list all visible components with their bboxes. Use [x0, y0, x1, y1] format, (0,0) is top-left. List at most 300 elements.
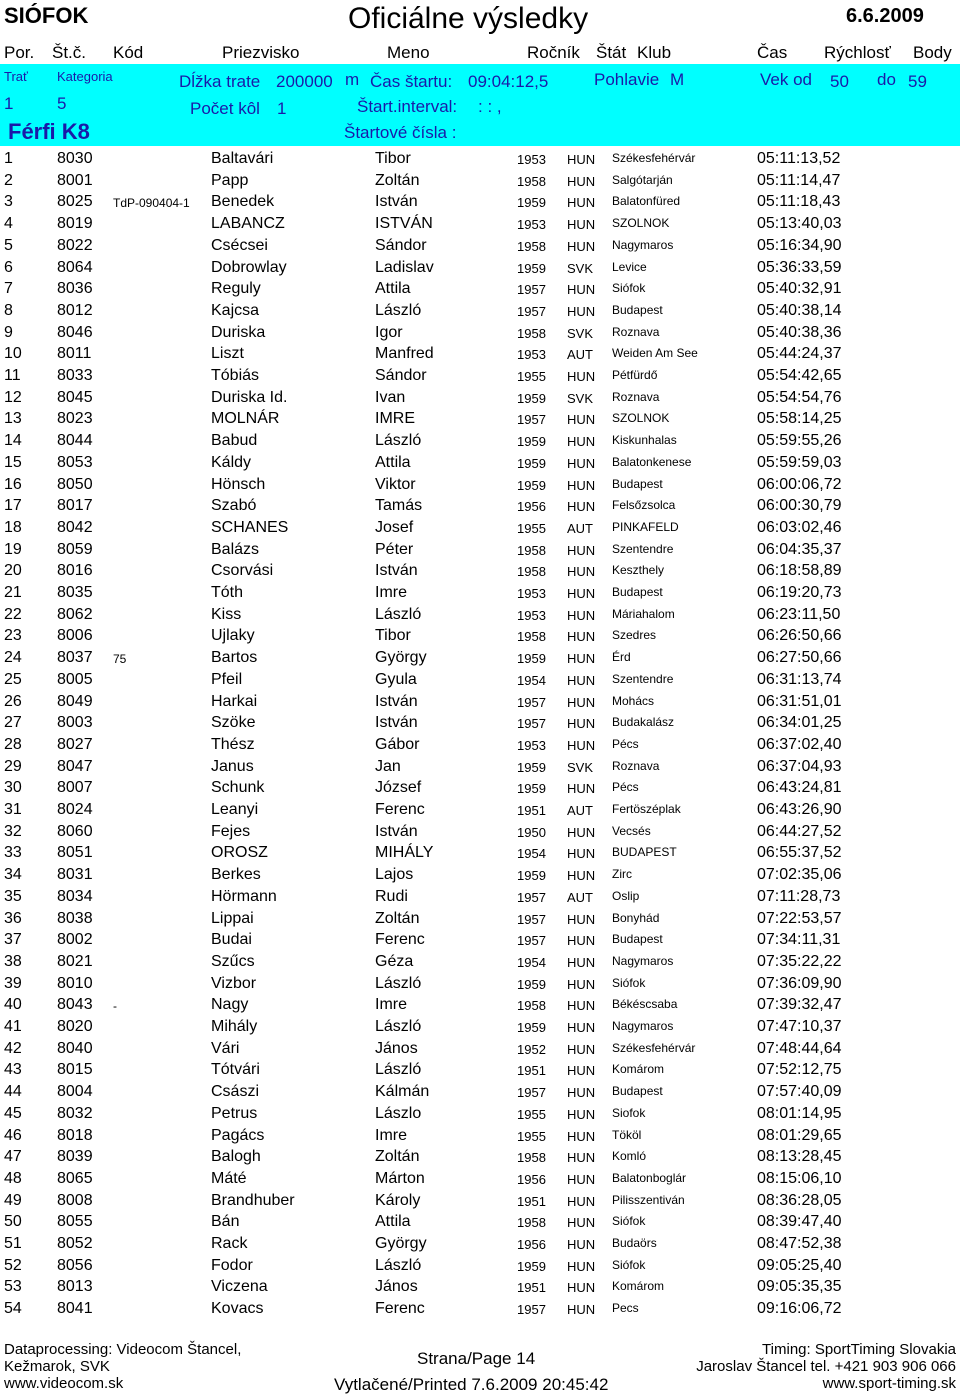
- cell-club: Oslip: [612, 888, 640, 903]
- footer-videocom-link[interactable]: www.videocom.sk: [4, 1375, 124, 1392]
- table-row: [0, 1083, 960, 1104]
- cell-start-number: 8049: [57, 692, 93, 710]
- cell-time: 06:23:11,50: [757, 605, 841, 623]
- cell-year: 1957: [517, 911, 546, 927]
- cell-time: 05:36:33,59: [757, 258, 842, 276]
- cell-surname: Duriska: [211, 323, 266, 341]
- cell-year: 1959: [517, 195, 546, 211]
- category-name: Férfi K8: [8, 119, 90, 144]
- cell-first-name: Jan: [375, 757, 401, 775]
- cell-surname: Duriska Id.: [211, 388, 288, 406]
- cell-por: 18: [4, 518, 22, 536]
- cell-club: Nagymaros: [612, 1019, 674, 1033]
- cell-time: 07:57:40,09: [757, 1083, 842, 1101]
- table-row: [0, 736, 960, 757]
- col-klub: Klub: [637, 43, 672, 62]
- cell-country: HUN: [567, 1193, 596, 1209]
- cell-year: 1957: [517, 889, 546, 905]
- cell-year: 1956: [517, 1171, 546, 1187]
- cell-year: 1959: [517, 781, 546, 797]
- cell-por: 22: [4, 605, 22, 623]
- col-body: Body: [913, 43, 952, 62]
- cell-por: 23: [4, 627, 22, 645]
- cell-first-name: Tibor: [375, 627, 411, 645]
- cell-club: Pétfürdő: [612, 368, 658, 382]
- cell-year: 1953: [517, 347, 546, 363]
- cell-country: SVK: [567, 759, 594, 775]
- cell-year: 1951: [517, 803, 546, 818]
- cell-por: 21: [4, 584, 22, 601]
- cell-country: HUN: [567, 1085, 596, 1101]
- cell-country: HUN: [567, 1106, 596, 1122]
- cell-start-number: 8020: [57, 1018, 93, 1035]
- cell-time: 08:36:28,05: [757, 1191, 842, 1209]
- cell-time: 07:11:28,73: [757, 887, 841, 905]
- cell-time: 08:47:52,38: [757, 1235, 842, 1252]
- cell-time: 06:04:35,37: [757, 540, 842, 558]
- cell-first-name: Lajos: [375, 866, 414, 884]
- cell-time: 05:13:40,03: [757, 215, 842, 233]
- cell-year: 1959: [517, 260, 546, 276]
- cell-club: Máriahalom: [612, 606, 675, 621]
- cell-surname: Lippai: [211, 909, 254, 927]
- table-row: [0, 389, 960, 410]
- cell-por: 19: [4, 540, 22, 558]
- table-row: [0, 259, 960, 280]
- cell-time: 07:02:35,06: [757, 866, 842, 884]
- table-row: [0, 237, 960, 258]
- trat-value: 1: [4, 94, 14, 113]
- col-rychlost: Rýchlosť: [824, 43, 891, 62]
- table-row: [0, 1257, 960, 1278]
- cell-time: 07:34:11,31: [757, 931, 841, 949]
- cell-club: Békéscsaba: [612, 997, 678, 1012]
- cell-first-name: Attila: [375, 280, 411, 298]
- cell-first-name: Gábor: [375, 735, 420, 753]
- cell-first-name: Rudi: [375, 887, 408, 905]
- cell-time: 05:40:38,14: [757, 301, 842, 319]
- cell-club: Budapest: [612, 302, 663, 317]
- cell-surname: LABANCZ: [211, 215, 285, 233]
- cell-country: AUT: [567, 803, 593, 818]
- cell-por: 54: [4, 1300, 22, 1318]
- cell-country: HUN: [567, 868, 596, 884]
- cell-year: 1957: [517, 1302, 546, 1318]
- cell-surname: Hönsch: [211, 475, 266, 493]
- cell-por: 24: [4, 649, 22, 667]
- vek-od-value: 50: [830, 72, 849, 91]
- cell-first-name: Tibor: [375, 150, 411, 167]
- cell-time: 05:40:32,91: [757, 280, 842, 298]
- cell-year: 1957: [517, 933, 546, 949]
- cell-first-name: Attila: [375, 453, 411, 471]
- cell-first-name: Ferenc: [375, 1300, 425, 1318]
- cell-por: 46: [4, 1126, 22, 1144]
- cell-time: 06:43:24,81: [757, 779, 842, 797]
- cell-por: 42: [4, 1039, 22, 1057]
- cell-country: HUN: [567, 846, 596, 862]
- cell-first-name: István: [375, 714, 418, 732]
- cell-club: Bonyhád: [612, 910, 660, 925]
- cell-surname: Brandhuber: [211, 1191, 295, 1209]
- cell-year: 1958: [517, 998, 546, 1014]
- cell-first-name: Ferenc: [375, 931, 425, 949]
- cell-first-name: MIHÁLY: [375, 844, 434, 862]
- cell-club: Roznava: [612, 758, 660, 773]
- cell-year: 1957: [517, 412, 546, 428]
- cell-first-name: Ivan: [375, 388, 406, 406]
- table-row: [0, 302, 960, 323]
- cell-country: HUN: [567, 1128, 596, 1144]
- cell-por: 44: [4, 1083, 22, 1101]
- cell-por: 51: [4, 1235, 22, 1252]
- cell-country: HUN: [567, 542, 596, 558]
- cell-time: 08:15:06,10: [757, 1169, 842, 1187]
- cell-por: 6: [4, 258, 13, 276]
- cell-first-name: Attila: [375, 1213, 411, 1231]
- cell-first-name: Josef: [375, 518, 414, 536]
- cell-country: HUN: [567, 629, 596, 645]
- cell-club: Tököl: [612, 1127, 642, 1142]
- cell-first-name: Tamás: [375, 497, 423, 515]
- cell-start-number: 8025: [57, 193, 93, 211]
- cell-first-name: István: [375, 193, 418, 211]
- cell-por: 12: [4, 388, 22, 406]
- cell-country: HUN: [567, 781, 596, 797]
- cell-club: Weiden Am See: [612, 346, 698, 361]
- cell-start-number: 8060: [57, 822, 93, 840]
- cell-time: 06:37:04,93: [757, 757, 842, 775]
- cell-country: HUN: [567, 477, 596, 493]
- cell-por: 10: [4, 345, 22, 363]
- cell-country: HUN: [567, 976, 596, 992]
- cell-start-number: 8027: [57, 735, 93, 753]
- cell-club: Siófok: [612, 1257, 646, 1272]
- cell-surname: Csorvási: [211, 562, 274, 580]
- cell-first-name: Imre: [375, 996, 407, 1014]
- cell-first-name: Zoltán: [375, 171, 420, 189]
- pocet-kol-value: 1: [277, 99, 287, 118]
- cell-por: 43: [4, 1061, 22, 1079]
- cell-por: 40: [4, 996, 22, 1014]
- cell-surname: Hörmann: [211, 887, 277, 905]
- cell-country: HUN: [567, 564, 596, 580]
- cell-country: HUN: [567, 1150, 596, 1166]
- table-row: [0, 953, 960, 974]
- cell-year: 1959: [517, 455, 546, 471]
- table-row: [0, 150, 960, 171]
- cell-code: -: [113, 999, 117, 1014]
- footer-sporttiming-link[interactable]: www.sport-timing.sk: [822, 1375, 956, 1392]
- table-row: [0, 975, 960, 996]
- table-row: [0, 910, 960, 931]
- cell-por: 48: [4, 1169, 22, 1187]
- cell-country: HUN: [567, 434, 596, 450]
- cell-club: Szentendre: [612, 671, 674, 686]
- cell-year: 1957: [517, 1085, 546, 1101]
- cell-club: Siófok: [612, 281, 646, 296]
- cell-start-number: 8047: [57, 757, 93, 775]
- cell-surname: Tóth: [211, 584, 244, 601]
- cell-por: 25: [4, 670, 22, 688]
- trat-label: Trať: [4, 69, 28, 84]
- cell-country: HUN: [567, 455, 596, 471]
- cell-time: 05:54:42,65: [757, 367, 842, 384]
- cell-club: Levice: [612, 259, 647, 274]
- cell-surname: MOLNÁR: [211, 410, 280, 428]
- cell-por: 7: [4, 280, 13, 298]
- dlzka-value: 200000: [276, 72, 333, 91]
- table-row: [0, 562, 960, 583]
- cell-start-number: 8006: [57, 627, 93, 645]
- cell-country: HUN: [567, 195, 596, 211]
- cell-first-name: László: [375, 1061, 422, 1079]
- cell-first-name: István: [375, 692, 418, 710]
- cell-por: 4: [4, 215, 13, 233]
- table-row: [0, 367, 960, 388]
- cell-surname: Viczena: [211, 1278, 268, 1296]
- cell-club: Komárom: [612, 1062, 665, 1077]
- cell-club: Pilisszentiván: [612, 1192, 685, 1207]
- cell-surname: Balogh: [211, 1148, 261, 1166]
- cell-time: 07:47:10,37: [757, 1018, 842, 1035]
- cell-country: HUN: [567, 282, 596, 298]
- cell-start-number: 8041: [57, 1300, 93, 1318]
- cell-club: SZOLNOK: [612, 411, 670, 426]
- col-cas: Čas: [757, 43, 788, 62]
- cell-time: 06:43:26,90: [757, 801, 842, 818]
- cell-club: PINKAFELD: [612, 519, 679, 534]
- cell-start-number: 8050: [57, 475, 93, 493]
- cell-surname: OROSZ: [211, 844, 268, 862]
- cell-surname: Budai: [211, 931, 252, 949]
- cell-club: Vecsés: [612, 823, 651, 838]
- cell-year: 1954: [517, 846, 546, 862]
- cell-start-number: 8046: [57, 323, 93, 341]
- cell-year: 1958: [517, 238, 546, 254]
- cell-surname: Balázs: [211, 540, 260, 558]
- cell-time: 06:19:20,73: [757, 584, 842, 601]
- cell-surname: Császi: [211, 1083, 260, 1101]
- cell-por: 32: [4, 822, 22, 840]
- cell-por: 13: [4, 410, 22, 428]
- table-row: [0, 1235, 960, 1256]
- cell-year: 1951: [517, 1193, 546, 1209]
- cell-time: 08:01:14,95: [757, 1104, 842, 1122]
- cell-surname: Máté: [211, 1169, 247, 1187]
- cell-year: 1958: [517, 542, 546, 558]
- cell-start-number: 8001: [57, 171, 93, 189]
- cell-por: 39: [4, 974, 22, 992]
- cell-por: 37: [4, 931, 22, 949]
- cell-start-number: 8022: [57, 236, 93, 254]
- cell-surname: Baltavári: [211, 150, 274, 167]
- cell-club: Siófok: [612, 975, 646, 990]
- table-row: [0, 627, 960, 648]
- cell-country: HUN: [567, 217, 596, 233]
- kategoria-label: Kategoria: [57, 69, 113, 84]
- cell-year: 1953: [517, 737, 546, 753]
- table-row: [0, 541, 960, 562]
- table-row: [0, 410, 960, 431]
- cell-surname: Kajcsa: [211, 301, 260, 319]
- cell-country: HUN: [567, 998, 596, 1014]
- cell-year: 1958: [517, 173, 546, 189]
- cell-country: SVK: [567, 260, 594, 276]
- cell-country: HUN: [567, 369, 596, 384]
- cell-start-number: 8037: [57, 649, 93, 667]
- cell-year: 1958: [517, 1215, 546, 1231]
- cell-year: 1959: [517, 1020, 546, 1035]
- col-priezvisko: Priezvisko: [222, 43, 300, 62]
- cell-start-number: 8036: [57, 280, 93, 298]
- cell-year: 1951: [517, 1063, 546, 1079]
- table-row: [0, 1148, 960, 1169]
- cell-por: 16: [4, 475, 22, 493]
- cell-country: HUN: [567, 651, 596, 667]
- table-row: [0, 866, 960, 887]
- cell-por: 28: [4, 735, 22, 753]
- cell-time: 07:52:12,75: [757, 1061, 842, 1079]
- table-row: [0, 996, 960, 1017]
- table-row: [0, 1127, 960, 1148]
- cell-first-name: János: [375, 1278, 418, 1296]
- cell-country: HUN: [567, 716, 596, 732]
- footer-dataprocessing-location: Kežmarok, SVK: [4, 1358, 110, 1375]
- cell-start-number: 8015: [57, 1061, 93, 1079]
- cell-club: Keszthely: [612, 563, 665, 578]
- cell-club: Érd: [612, 650, 631, 665]
- cell-year: 1959: [517, 1258, 546, 1274]
- cell-first-name: Zoltán: [375, 1148, 420, 1166]
- cell-surname: Schunk: [211, 779, 265, 797]
- cell-club: Fertöszéplak: [612, 802, 681, 816]
- cell-start-number: 8051: [57, 844, 93, 862]
- cell-time: 09:05:35,35: [757, 1278, 842, 1296]
- footer-printed: Vytlačené/Printed 7.6.2009 20:45:42: [334, 1375, 609, 1394]
- cell-year: 1959: [517, 976, 546, 992]
- cell-country: HUN: [567, 933, 596, 949]
- cell-start-number: 8017: [57, 497, 93, 515]
- cell-start-number: 8052: [57, 1235, 93, 1252]
- cell-first-name: Ferenc: [375, 801, 425, 818]
- cell-por: 41: [4, 1018, 22, 1035]
- cell-club: Budaörs: [612, 1236, 657, 1250]
- table-row: [0, 584, 960, 605]
- cell-first-name: Péter: [375, 540, 414, 558]
- table-row: [0, 844, 960, 865]
- cell-first-name: Viktor: [375, 475, 416, 493]
- cell-surname: Vizbor: [211, 974, 257, 992]
- cell-time: 07:35:22,22: [757, 952, 842, 970]
- cell-club: Kiskunhalas: [612, 433, 677, 448]
- cell-start-number: 8033: [57, 367, 93, 384]
- cell-start-number: 8045: [57, 388, 93, 406]
- cell-start-number: 8039: [57, 1148, 93, 1166]
- cell-por: 49: [4, 1191, 22, 1209]
- cell-first-name: János: [375, 1039, 418, 1057]
- cell-club: Mohács: [612, 693, 655, 708]
- cell-country: SVK: [567, 390, 594, 406]
- cell-start-number: 8035: [57, 584, 93, 601]
- cell-time: 06:34:01,25: [757, 714, 842, 732]
- cell-year: 1957: [517, 303, 546, 319]
- cell-code: 75: [113, 652, 127, 667]
- cell-start-number: 8040: [57, 1039, 93, 1057]
- cell-surname: Liszt: [211, 345, 244, 363]
- start-interval-value: : : ,: [478, 97, 502, 116]
- cell-time: 05:11:18,43: [757, 193, 841, 211]
- cell-surname: Petrus: [211, 1104, 258, 1122]
- cell-por: 1: [4, 150, 13, 167]
- cell-surname: Szabó: [211, 497, 257, 515]
- dlzka-label: Dĺžka trate: [179, 72, 261, 91]
- cell-start-number: 8004: [57, 1083, 93, 1101]
- cell-year: 1959: [517, 868, 546, 884]
- col-stc: Št.č.: [52, 43, 87, 62]
- table-row: [0, 172, 960, 193]
- cell-year: 1959: [517, 759, 546, 775]
- cell-time: 08:39:47,40: [757, 1213, 842, 1231]
- cell-start-number: 8007: [57, 779, 93, 797]
- table-row: [0, 454, 960, 475]
- table-row: [0, 888, 960, 909]
- cell-start-number: 8024: [57, 801, 93, 818]
- cell-time: 07:39:32,47: [757, 996, 842, 1014]
- cell-time: 08:01:29,65: [757, 1126, 842, 1144]
- cell-start-number: 8003: [57, 714, 93, 732]
- cell-club: Székesfehérvár: [612, 1040, 696, 1055]
- cell-surname: Papp: [211, 171, 249, 189]
- cell-year: 1954: [517, 672, 546, 688]
- cell-surname: Vári: [211, 1039, 240, 1057]
- cell-por: 11: [4, 367, 21, 384]
- cell-first-name: István: [375, 822, 418, 840]
- cell-first-name: György: [375, 1235, 427, 1252]
- cell-start-number: 8012: [57, 301, 93, 319]
- cell-por: 53: [4, 1278, 22, 1296]
- cell-country: HUN: [567, 911, 596, 927]
- cell-year: 1955: [517, 1106, 546, 1122]
- cell-time: 06:37:02,40: [757, 735, 842, 753]
- table-row: [0, 779, 960, 800]
- cell-por: 50: [4, 1213, 22, 1231]
- cell-club: Zirc: [612, 867, 632, 882]
- cell-time: 05:58:14,25: [757, 410, 842, 428]
- table-row: [0, 519, 960, 540]
- cell-country: HUN: [567, 672, 596, 688]
- cell-surname: Csécsei: [211, 236, 268, 254]
- cell-surname: Janus: [211, 757, 254, 775]
- cell-surname: Ujlaky: [211, 627, 255, 645]
- cell-por: 17: [4, 497, 22, 515]
- cell-club: Budapest: [612, 585, 663, 599]
- cell-year: 1958: [517, 325, 546, 341]
- cell-first-name: György: [375, 649, 427, 667]
- cell-surname: Kovacs: [211, 1300, 264, 1318]
- cell-club: Balatonfüred: [612, 194, 681, 209]
- cell-country: HUN: [567, 737, 596, 753]
- cell-club: Szedres: [612, 628, 657, 643]
- cell-surname: SCHANES: [211, 518, 289, 536]
- cell-club: Budapest: [612, 1084, 663, 1099]
- cell-surname: Tóbiás: [211, 367, 260, 384]
- cell-start-number: 8042: [57, 518, 93, 536]
- cell-first-name: István: [375, 562, 418, 580]
- cell-club: Pécs: [612, 780, 639, 795]
- cell-country: HUN: [567, 1280, 596, 1296]
- cell-first-name: Kálmán: [375, 1083, 430, 1101]
